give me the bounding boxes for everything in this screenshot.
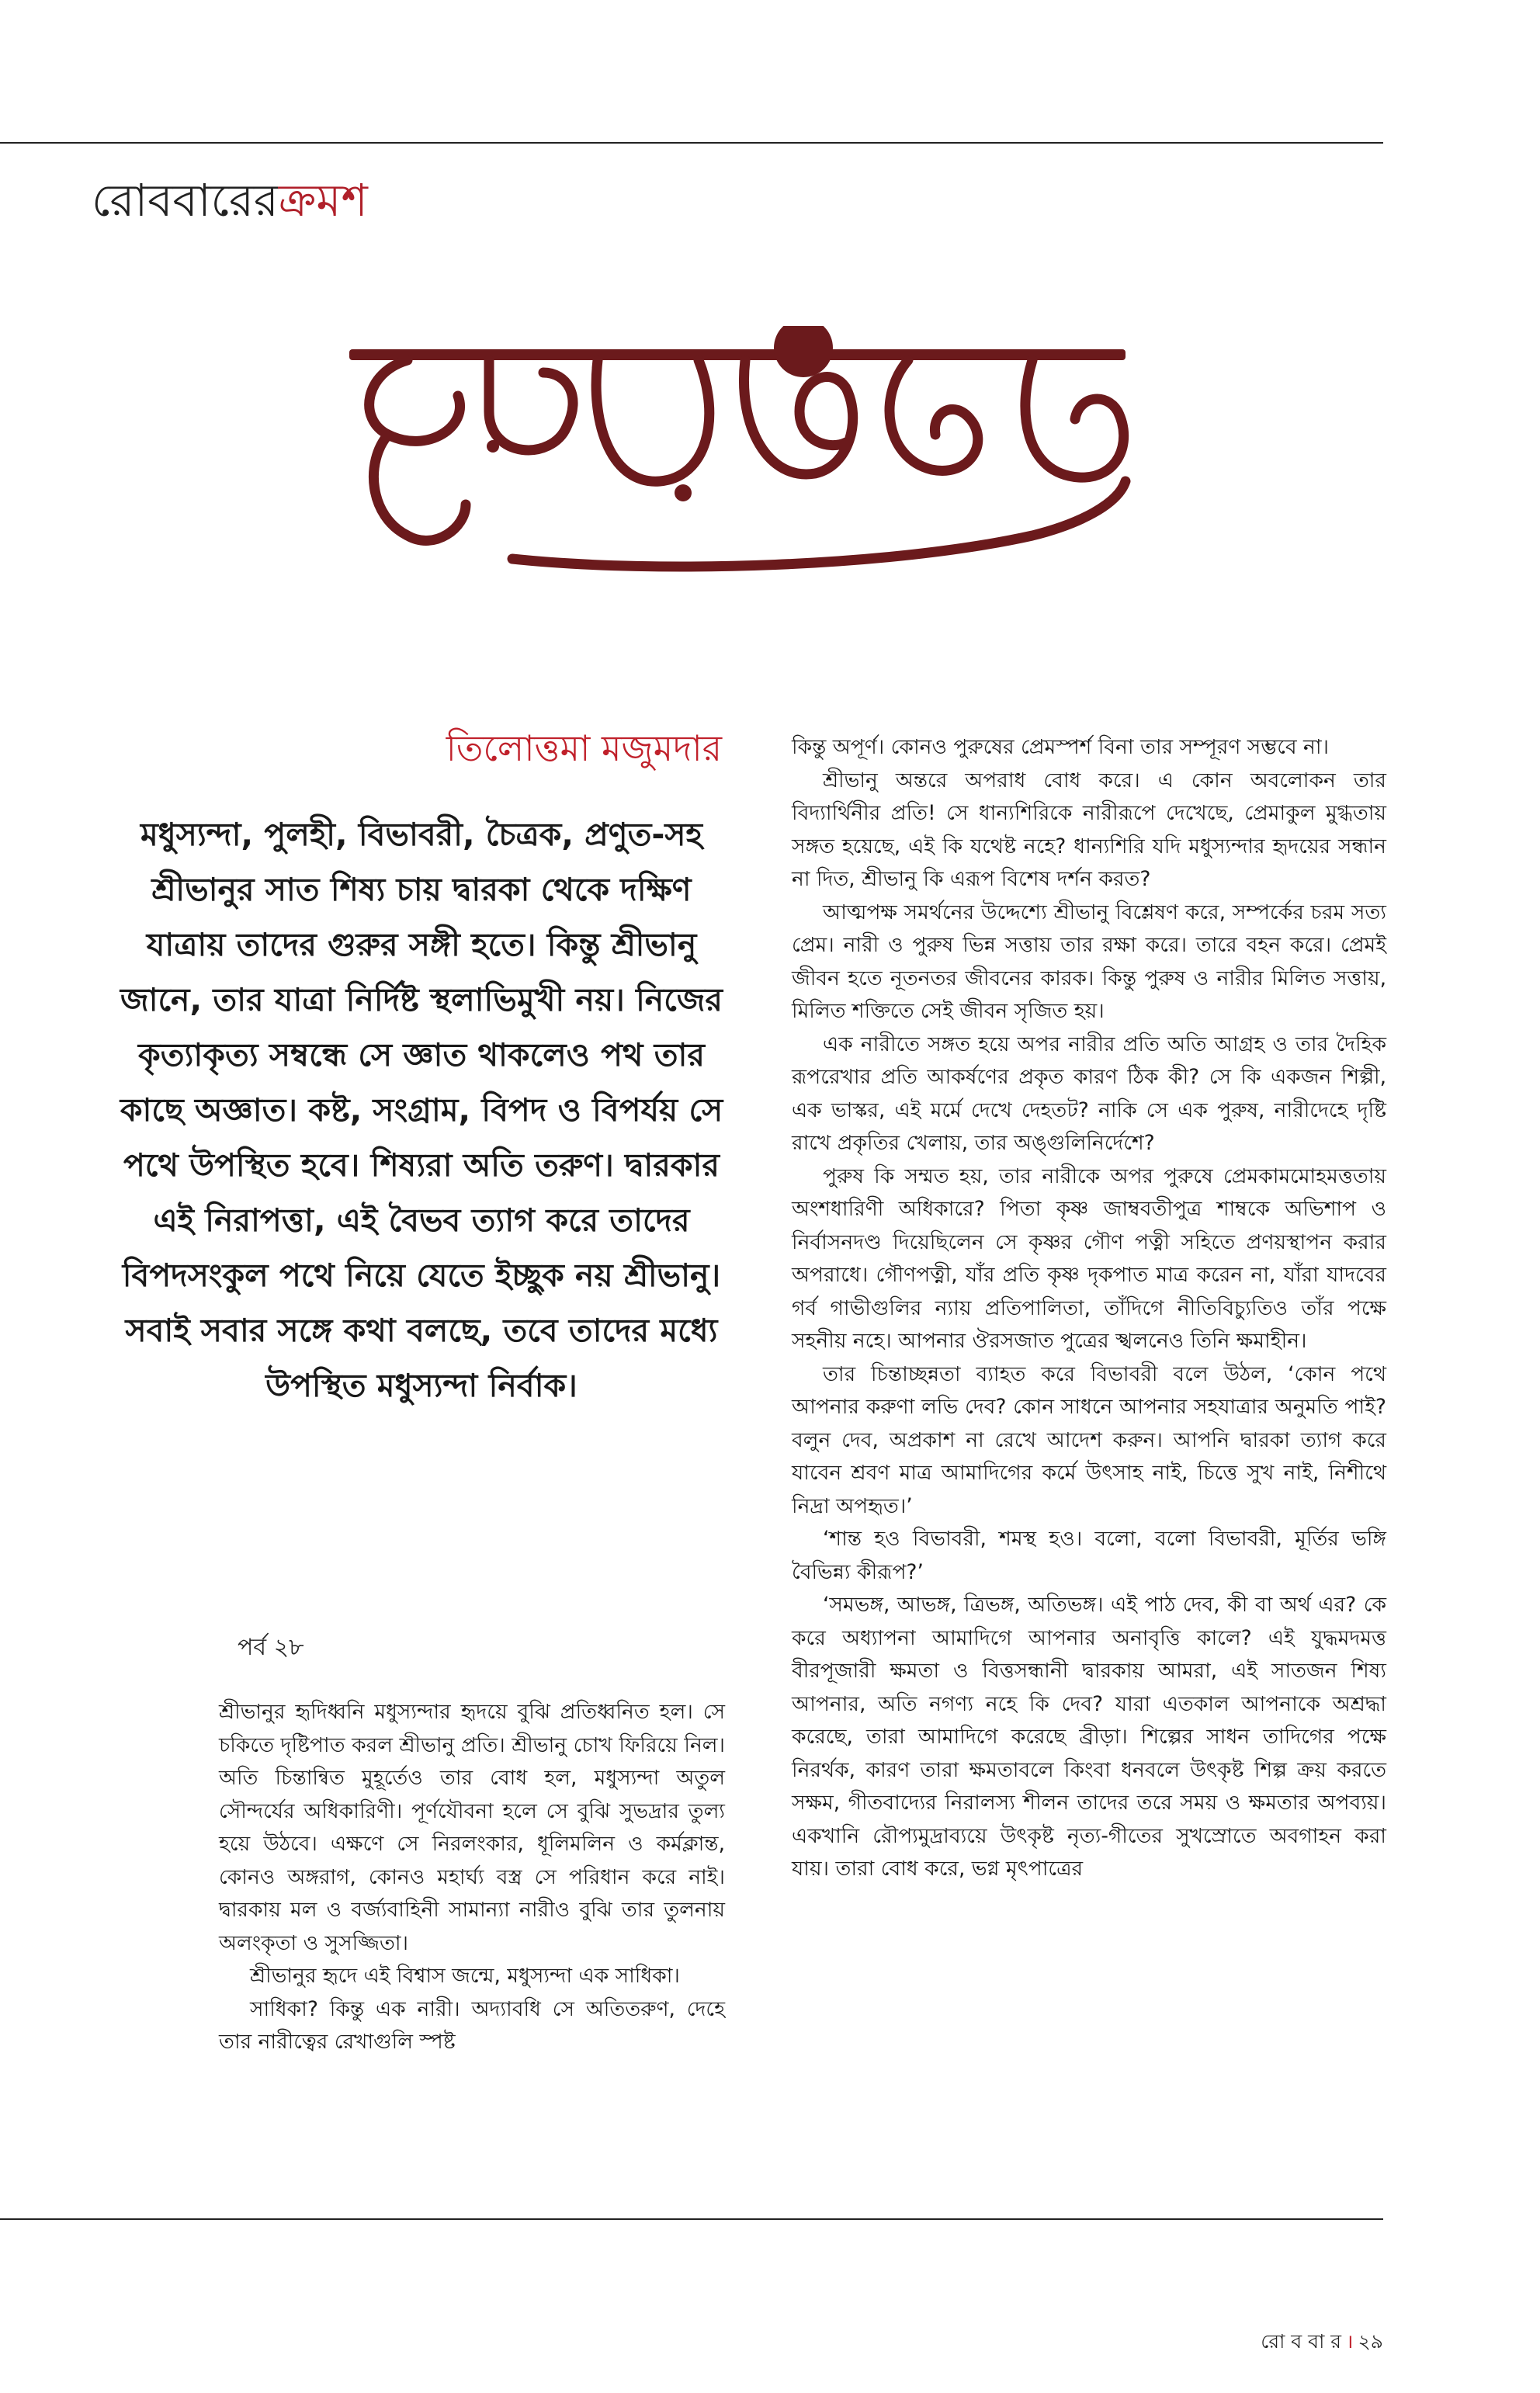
serial-title-logo bbox=[334, 326, 1164, 582]
paragraph: তার চিন্তাচ্ছন্নতা ব্যাহত করে বিভাবরী বলে উঠল, ‘কোন পথে আপনার করুণা লভি দেব? কোন সাধনে আপনার সহযাত্রার অনুমতি পাই? বলুন দেব, অপ্রকাশ না রেখে আদেশ করুন। আপনি দ্বারকা ত্যাগ করে যাবেন শ্রবণ মাত্র আমাদিগের কর্মে উৎসাহ নাই, চিত্তে সুখ নাই, নিশীথে নিদ্রা অপহৃত।’ bbox=[792, 1361, 1386, 1518]
section-header-label: রোববারের bbox=[92, 174, 279, 227]
paragraph: পুরুষ কি সম্মত হয়, তার নারীকে অপর পুরুষে প্রেমকামমোহমত্ততায় অংশধারিণী অধিকারে? পিতা কৃষ্ণ জাম্ববতীপুত্র শাম্বকে অভিশাপ ও নির্বাসনদণ্ড দিয়েছিলেন সে কৃষ্ণর গৌণ পত্নী সহিতে প্রণয়স্থাপন করার অপরাধে। গৌণপত্নী, যাঁর প্রতি কৃষ্ণ দৃকপাত মাত্র করেন না, যাঁরা যাদবের গর্ব গাভীগুলির ন্যায় প্রতিপালিতা, তাঁদিগে নীতিবিচ্যুতিও তাঁর পক্ষে সহনীয় নহে। আপনার ঔরসজাত পুত্রের স্খলনেও তিনি ক্ষমাহীন। bbox=[792, 1164, 1386, 1353]
serial-title-artwork bbox=[334, 326, 1164, 582]
left-column-body bbox=[219, 1696, 725, 2059]
episode-number: পর্ব ২৮ bbox=[238, 1634, 304, 1661]
title-dot-ornament bbox=[774, 326, 833, 377]
paragraph: কিন্তু অপূর্ণ। কোনও পুরুষের প্রেমস্পর্শ বিনা তার সম্পূরণ সম্ভবে না। bbox=[792, 735, 1330, 759]
title-nukta-dot bbox=[675, 484, 692, 501]
intro-summary: মধুস্যন্দা, পুলহী, বিভাবরী, চৈত্রক, প্রণুত-সহ শ্রীভানুর সাত শিষ্য চায় দ্বারকা থেকে দক্ষিণ যাত্রায় তাদের গুরুর সঙ্গী হতে। কিন্তু শ্রীভানু জানে, তার যাত্রা নির্দিষ্ট স্থলাভিমুখী নয়। নিজের কৃত্যাকৃত্য সম্বন্ধে সে জ্ঞাত থাকলেও পথ তার কাছে অজ্ঞাত। কষ্ট, সংগ্রাম, বিপদ ও বিপর্যয় সে পথে উপস্থিত হবে। শিষ্যরা অতি তরুণ। দ্বারকার এই নিরাপত্তা, এই বৈভব ত্যাগ করে তাদের বিপদসংকুল পথে নিয়ে যেতে ইচ্ছুক নয় শ্রীভানু। সবাই সবার সঙ্গে কথা বলছে, তবে তাদের মধ্যে উপস্থিত মধুস্যন্দা নির্বাক। bbox=[120, 816, 723, 1404]
paragraph: শ্রীভানুর হৃদিধ্বনি মধুস্যন্দার হৃদয়ে বুঝি প্রতিধ্বনিত হল। সে চকিতে দৃষ্টিপাত করল শ্রীভানু প্রতি। শ্রীভানু চোখ ফিরিয়ে নিল। অতি চিন্তান্বিত মুহূর্তেও তার বোধ হল, মধুস্যন্দা অতুল সৌন্দর্যের অধিকারিণী। পূর্ণযৌবনা হলে সে বুঝি সুভদ্রার তুল্য হয়ে উঠবে। এক্ষণে সে নিরলংকার, ধূলিমলিন ও কর্মক্লান্ত, কোনও অঙ্গরাগ, কোনও মহার্ঘ্য বস্ত্র সে পরিধান করে নাই। দ্বারকায় মল ও বর্জ্যবাহিনী সামান্যা নারীও বুঝি তার তুলনায় অলংকৃতা ও সুসজ্জিতা। bbox=[219, 1700, 725, 1955]
title-letter-da bbox=[489, 360, 573, 450]
title-letter-ya bbox=[596, 360, 709, 481]
title-letter-nga bbox=[890, 360, 978, 470]
title-letter-ma bbox=[744, 360, 852, 474]
paragraph: আত্মপক্ষ সমর্থনের উদ্দেশ্যে শ্রীভানু বিশ্লেষণ করে, সম্পর্কের চরম সত্য প্রেম। নারী ও পুরুষ ভিন্ন সত্তায় তার রক্ষা করে। তারে বহন করে। প্রেমই জীবন হতে নূতনতর জীবনের কারক। কিন্তু পুরুষ ও নারীর মিলিত সত্তায়, মিলিত শক্তিতে সেই জীবন সৃজিত হয়। bbox=[792, 900, 1386, 1023]
right-column-body bbox=[792, 731, 1386, 1886]
folio-page-number: ২৯ bbox=[1358, 2330, 1383, 2353]
paragraph: ‘সমভঙ্গ, আভঙ্গ, ত্রিভঙ্গ, অতিভঙ্গ। এই পাঠ দেব, কী বা অর্থ এর? কে করে অধ্যাপনা আমাদিগে আপনার অনাবৃত্তি কালে? এই যুদ্ধমদমত্ত বীরপূজারী ক্ষমতা ও বিত্তসন্ধানী দ্বারকায় আমরা, এই সাতজন শিষ্য আপনার, অতি নগণ্য নহে কি দেব? যারা এতকাল আপনাকে অশ্রদ্ধা করেছে, তারা আমাদিগে করেছে ব্রীড়া। শিল্পের সাধন তাদিগের পক্ষে নিরর্থক, কারণ তারা ক্ষমতাবলে কিংবা ধনবলে উৎকৃষ্ট শিল্প ক্রয় করতে সক্ষম, গীতবাদ্যের নিরালস্য শীলন তাদের তরে সময় ও ক্ষমতার অপব্যয়। একখানি রৌপ্যমুদ্রাব্যয়ে উৎকৃষ্ট নৃত্য-গীতের সুখস্রোতে অবগাহন করা যায়। তারা বোধ করে, ভগ্ন মৃৎপাত্রের bbox=[792, 1593, 1386, 1881]
top-rule bbox=[0, 142, 1383, 144]
folio-magazine-name: রো ব বা র bbox=[1261, 2330, 1342, 2353]
page-folio bbox=[1261, 2326, 1383, 2360]
title-letter-la bbox=[1025, 360, 1124, 477]
title-letter-ha bbox=[369, 360, 466, 540]
headline-bar bbox=[349, 349, 1126, 360]
paragraph: শ্রীভানু অন্তরে অপরাধ বোধ করে। এ কোন অবলোকন তার বিদ্যার্থিনীর প্রতি! সে ধান্যশিরিকে নারীরূপে দেখেছে, প্রেমাকুল মুগ্ধতায় সঙ্গত হয়েছে, এই কি যথেষ্ট নহে? ধান্যশিরি যদি মধুস্যন্দার হৃদয়ের সন্ধান না দিত, শ্রীভানু কি এরূপ বিশেষ দর্শন করত? bbox=[792, 768, 1386, 891]
title-swash bbox=[512, 481, 1126, 567]
paragraph: শ্রীভানুর হৃদে এই বিশ্বাস জন্মে, মধুস্যন্দা এক সাধিকা। bbox=[250, 1964, 680, 1988]
author-name: তিলোত্তমা মজুমদার bbox=[446, 727, 722, 769]
bottom-rule bbox=[0, 2218, 1383, 2220]
folio-separator: । bbox=[1346, 2330, 1354, 2353]
section-header bbox=[92, 166, 368, 241]
paragraph: এক নারীতে সঙ্গত হয়ে অপর নারীর প্রতি অতি আগ্রহ ও তার দৈহিক রূপরেখার প্রতি আকর্ষণের প্রকৃত কারণ ঠিক কী? সে কি একজন শিল্পী, এক ভাস্কর, এই মর্মে দেখে দেহতট? নাকি সে এক পুরুষ, নারীদেহে দৃষ্টি রাখে প্রকৃতির খেলায়, তার অঙ্গুলিনির্দেশে? bbox=[792, 1032, 1386, 1155]
paragraph: ‘শান্ত হও বিভাবরী, শমস্থ হও। বলো, বলো বিভাবরী, মূর্তির ভঙ্গি বৈভিন্ন্য কীরূপ?’ bbox=[792, 1527, 1386, 1584]
section-header-accent: ক্রমশ bbox=[278, 174, 368, 227]
paragraph: সাধিকা? কিন্তু এক নারী। অদ্যাবধি সে অতিতরুণ, দেহে তার নারীত্বের রেখাগুলি স্পষ্ট bbox=[219, 1996, 725, 2054]
